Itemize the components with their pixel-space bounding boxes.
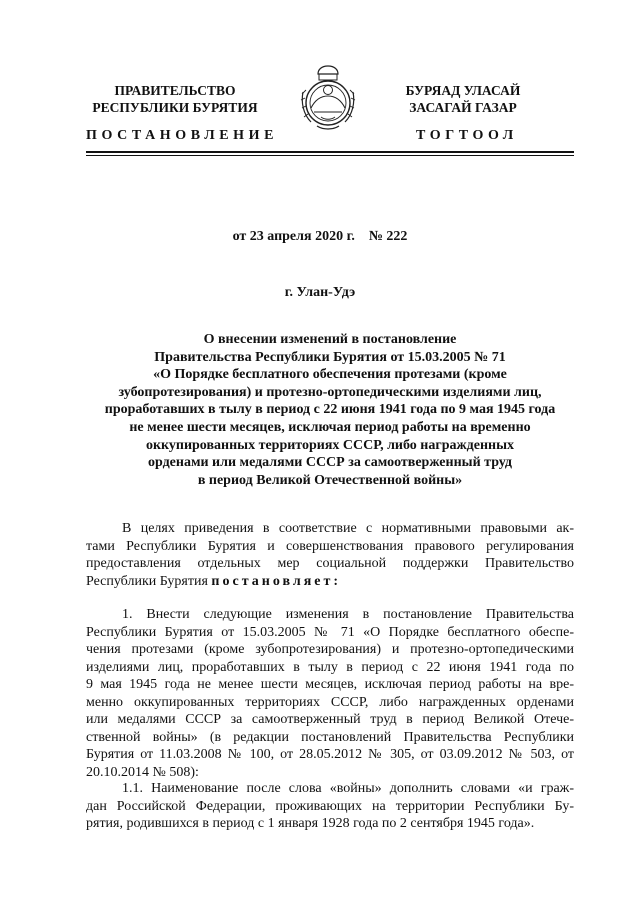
title-line: О внесении изменений в постановление xyxy=(203,332,457,347)
header-left-line2: РЕСПУБЛИКИ БУРЯТИЯ xyxy=(92,100,258,115)
coat-of-arms-emblem-icon xyxy=(297,62,359,132)
paragraph-line: изделиями лиц, проработавших в тылу в период с 22 июня 1941 года по xyxy=(86,659,574,675)
paragraph-line: В целях приведения в соответствие с нормативными правовыми ак- xyxy=(122,521,574,536)
doc-type-left: ПОСТАНОВЛЕНИЕ xyxy=(86,128,279,143)
doc-type-right: ТОГТООЛ xyxy=(416,128,518,143)
title-line: Правительства Республики Бурятия от 15.03.2005 № 71 xyxy=(154,349,506,365)
header-left-line1: ПРАВИТЕЛЬСТВО xyxy=(114,83,236,98)
intro-paragraph xyxy=(86,520,574,590)
paragraph-line: тами Республики Бурятия и совершенствования правового регулирования xyxy=(86,538,574,554)
title-line: не менее шести месяцев, исключая период работы на временно xyxy=(129,419,531,435)
document-city: г. Улан-Удэ xyxy=(284,285,356,300)
document-title xyxy=(80,331,580,489)
paragraph-line: менно оккупированных территориях СССР, либо награжденных орденами xyxy=(86,694,574,710)
title-line: зубопротезирования) и протезно-ортопедическими изделиями лиц, xyxy=(118,384,542,400)
title-line: оккупированных территориях СССР, либо награжденных xyxy=(145,437,515,453)
point-1-1-paragraph xyxy=(86,780,574,833)
point-1-paragraph xyxy=(86,606,574,781)
paragraph-line: 1.1. Наименование после слова «войны» дополнить словами «и граж- xyxy=(122,781,574,796)
header-rule-thin xyxy=(86,155,574,156)
paragraph-line: Бурятия от 11.03.2008 № 100, от 28.05.2012 № 305, от 03.09.2012 № 503, от xyxy=(86,747,574,762)
title-line: проработавших в тылу в период с 22 июня 1941 года по 9 мая 1945 года xyxy=(104,402,556,418)
paragraph-line: дан Российской Федерации, проживающих на территории Республики Бу- xyxy=(86,798,574,814)
paragraph-line: 1. Внести следующие изменения в постановление Правительства xyxy=(122,607,574,622)
paragraph-line xyxy=(86,573,574,591)
paragraph-line: или медалями СССР за самоотверженный труд в период Великой Отече- xyxy=(86,712,574,727)
paragraph-line: 20.10.2014 № 508): xyxy=(86,764,199,780)
date-number-line xyxy=(0,229,640,245)
title-line: «О Порядке бесплатного обеспечения протезами (кроме xyxy=(153,367,507,383)
header-right-line1: БУРЯАД УЛАСАЙ xyxy=(405,83,521,98)
paragraph-line: 9 мая 1945 года не менее шести месяцев, исключая период работы на вре- xyxy=(86,677,574,692)
title-line: в период Великой Отечественной войны» xyxy=(197,472,463,488)
header-right-line2: ЗАСАГАЙ ГАЗАР xyxy=(409,100,517,115)
document-date: от 23 апреля 2020 г. xyxy=(232,229,355,244)
header-rule-thick xyxy=(86,151,574,153)
paragraph-line: Республики Бурятия от 15.03.2005 № 71 «О Порядке бесплатного обеспе- xyxy=(86,624,574,640)
paragraph-line: ственной войны» (в редакции постановлений Правительства Республики xyxy=(86,729,574,745)
paragraph-line: чения протезами (кроме зубопротезирования) и протезно-ортопедическими xyxy=(86,642,574,657)
intro-last-text: Республики Бурятия xyxy=(86,573,212,589)
title-line: орденами или медалями СССР за самоотверженный труд xyxy=(147,455,512,471)
header-left-block xyxy=(70,82,280,116)
document-number: № 222 xyxy=(368,229,408,244)
resolves-keyword: постановляет: xyxy=(211,573,342,589)
paragraph-line: предоставления отдельных мер социальной поддержки Правительство xyxy=(86,556,574,571)
paragraph-line: рятия, родившихся в период с 1 января 1928 года по 2 сентября 1945 года». xyxy=(86,816,535,831)
header-right-block xyxy=(368,82,558,116)
